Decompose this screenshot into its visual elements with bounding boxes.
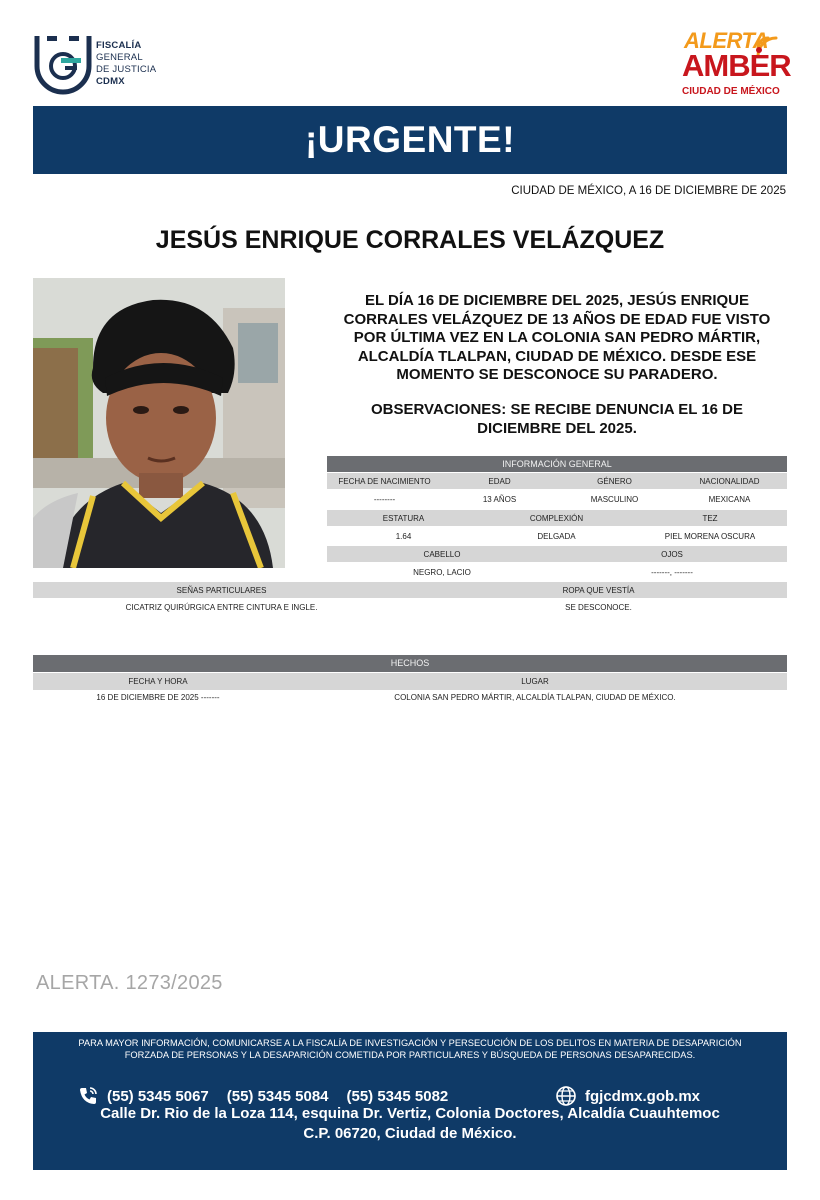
label-gender: GÉNERO xyxy=(597,476,632,486)
missing-person-photo xyxy=(33,278,285,568)
label-distinguishing-marks: SEÑAS PARTICULARES xyxy=(176,585,267,595)
alert-number: ALERTA. 1273/2025 xyxy=(36,972,223,994)
value-age: 13 AÑOS xyxy=(482,494,517,504)
fgj-line-4: CDMX xyxy=(96,76,125,87)
fgj-line-1: FISCALÍA xyxy=(96,40,142,51)
value-nationality: MEXICANA xyxy=(708,494,751,504)
value-date-time: 16 DE DICIEMBRE DE 2025 ------- xyxy=(96,692,220,702)
address-line-2: C.P. 06720, Ciudad de México. xyxy=(303,1125,517,1142)
date-line: CIUDAD DE MÉXICO, A 16 DE DICIEMBRE DE 2025 xyxy=(511,185,786,197)
general-values-row-3 xyxy=(327,564,787,580)
value-birthdate: -------- xyxy=(373,494,396,504)
narrative-text: EL DÍA 16 DE DICIEMBRE DEL 2025, JESÚS ENRIQUE CORRALES VELÁZQUEZ DE 13 AÑOS DE EDAD FUE VISTO POR ÚLTIMA VEZ EN LA COLONIA SAN PEDRO MÁRTIR, ALCALDÍA TLALPAN, CIUDAD DE MÉXICO. DESDE ESE MOMENTO SE DESCONOCE SU PARADERO. xyxy=(343,292,771,383)
observations-text: OBSERVACIONES: SE RECIBE DENUNCIA EL 16 DE DICIEMBRE DEL 2025. xyxy=(370,401,744,437)
fgj-line-2: GENERAL xyxy=(96,52,143,63)
footer-note-line-1: PARA MAYOR INFORMACIÓN, COMUNICARSE A LA FISCALÍA DE INVESTIGACIÓN Y PERSECUCIÓN DE LOS DELITOS EN MATERIA DE DESAPARICIÓN xyxy=(78,1038,742,1048)
label-eyes: OJOS xyxy=(661,549,683,559)
phone-3[interactable]: (55) 5345 5082 xyxy=(346,1087,449,1105)
general-values-row-2 xyxy=(327,528,787,544)
value-clothing: SE DESCONOCE. xyxy=(565,602,632,612)
label-place: LUGAR xyxy=(521,677,549,686)
amber-alert-line-3: CIUDAD DE MÉXICO xyxy=(682,86,780,97)
label-clothing: ROPA QUE VESTÍA xyxy=(562,585,635,595)
facts-values xyxy=(33,690,787,704)
distinguishing-marks-values xyxy=(33,599,787,615)
footer-note xyxy=(33,1037,787,1061)
general-labels-row-1 xyxy=(327,473,787,489)
value-build: DELGADA xyxy=(537,531,576,541)
fgj-line-3: DE JUSTICIA xyxy=(96,64,157,75)
value-place: COLONIA SAN PEDRO MÁRTIR, ALCALDÍA TLALPAN, CIUDAD DE MÉXICO. xyxy=(394,692,676,702)
label-build: COMPLEXIÓN xyxy=(529,513,584,523)
general-info-header: INFORMACIÓN GENERAL xyxy=(327,456,787,472)
label-hair: CABELLO xyxy=(423,549,461,559)
website-link[interactable]: fgjcdmx.gob.mx xyxy=(585,1087,701,1105)
footer-note-line-2: FORZADA DE PERSONAS Y LA DESAPARICIÓN COMETIDA POR PARTICULARES Y BÚSQUEDA DE PERSONAS DESAPARECIDAS. xyxy=(124,1050,696,1060)
label-skin: TEZ xyxy=(702,513,718,523)
contact-footer xyxy=(33,1032,787,1170)
label-age: EDAD xyxy=(488,476,511,486)
label-birthdate: FECHA DE NACIMIENTO xyxy=(338,476,431,486)
distinguishing-marks-labels xyxy=(33,582,787,598)
amber-alert-line-2: AMBER xyxy=(682,48,791,83)
facts-header: HECHOS xyxy=(33,655,787,672)
address xyxy=(33,1104,787,1144)
label-nationality: NACIONALIDAD xyxy=(699,476,760,486)
value-gender: MASCULINO xyxy=(590,494,639,504)
facts-labels xyxy=(33,673,787,690)
amber-alert-line-1: ALERTA xyxy=(684,28,769,53)
value-hair: NEGRO, LACIO xyxy=(413,567,471,577)
label-date-time: FECHA Y HORA xyxy=(128,677,188,686)
value-distinguishing-marks: CICATRIZ QUIRÚRGICA ENTRE CINTURA E INGLE. xyxy=(125,602,318,612)
general-labels-row-2 xyxy=(327,510,787,526)
phone-1[interactable]: (55) 5345 5067 xyxy=(107,1087,209,1105)
address-line-1: Calle Dr. Rio de la Loza 114, esquina Dr. Vertiz, Colonia Doctores, Alcaldía Cuauhtemoc xyxy=(100,1105,720,1122)
missing-person-name: JESÚS ENRIQUE CORRALES VELÁZQUEZ xyxy=(155,226,665,254)
fgj-cdmx-wordmark xyxy=(96,40,156,88)
general-values-row-1 xyxy=(327,491,787,507)
phone-2[interactable]: (55) 5345 5084 xyxy=(226,1087,329,1105)
value-eyes: -------, ------- xyxy=(651,567,693,577)
value-skin: PIEL MORENA OSCURA xyxy=(664,531,756,541)
urgent-banner: ¡URGENTE! xyxy=(33,106,787,174)
value-height: 1.64 xyxy=(395,531,412,541)
label-height: ESTATURA xyxy=(382,513,425,523)
general-labels-row-3 xyxy=(327,546,787,562)
